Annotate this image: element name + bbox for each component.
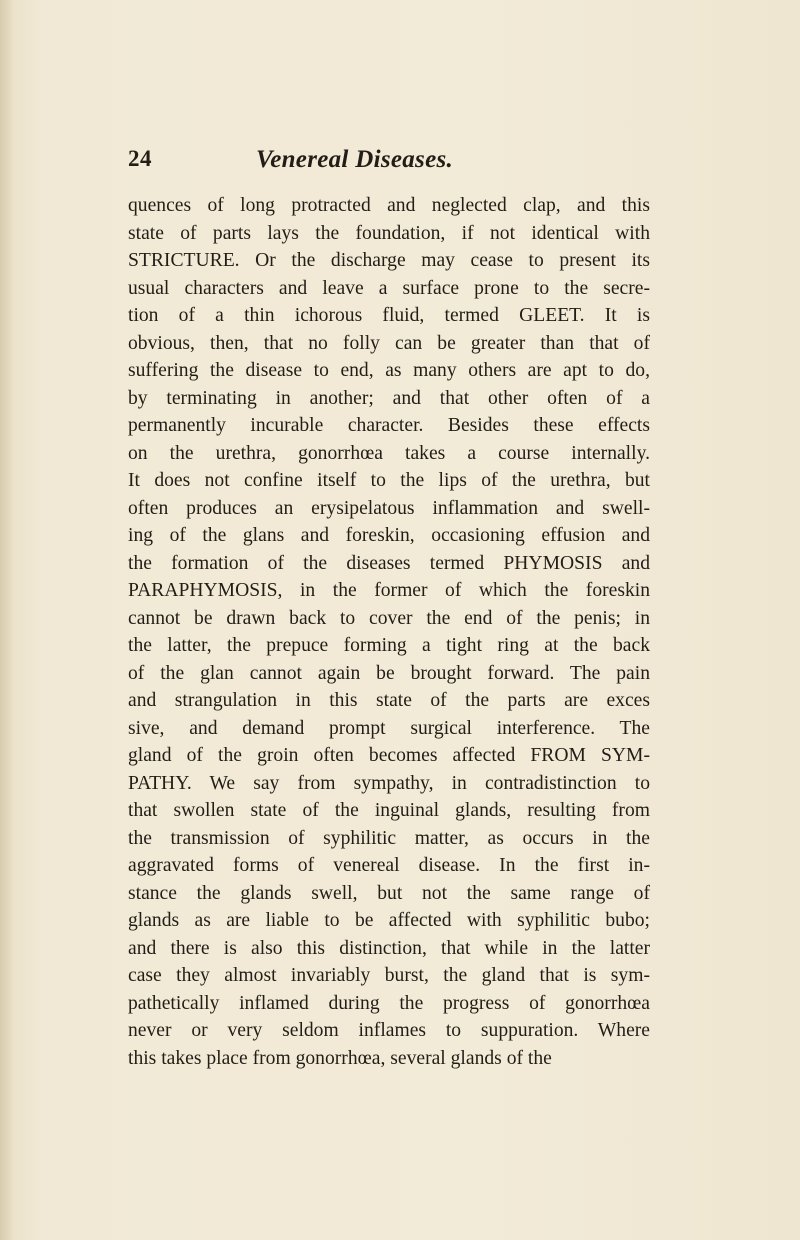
text-line: that swollen state of the inguinal glands, resulting from <box>128 800 650 821</box>
text-line: the transmission of syphilitic matter, as occurs in the <box>128 827 650 849</box>
text-line: STRICTURE. Or the discharge may cease to present its <box>128 250 650 271</box>
text-line: state of parts lays the foundation, if not identical with <box>128 222 650 244</box>
text-line: suffering the disease to end, as many others are apt to do, <box>128 360 650 381</box>
text-line: gland of the groin often becomes affected FROM SYM- <box>128 745 650 766</box>
text-line: and strangulation in this state of the parts are exces <box>128 690 650 711</box>
text-line: aggravated forms of venereal disease. In the first in- <box>128 855 650 876</box>
text-line: often produces an erysipelatous inflammation and swell- <box>128 497 650 519</box>
running-title: Venereal Diseases. <box>256 146 454 173</box>
text-line: never or very seldom inflames to suppuration. Where <box>128 1020 650 1041</box>
running-head <box>128 146 648 180</box>
text-line: usual characters and leave a surface prone to the secre- <box>128 277 650 299</box>
page-gutter-shadow <box>0 0 14 1240</box>
text-line: obvious, then, that no folly can be greater than that of <box>128 332 650 354</box>
text-line: tion of a thin ichorous fluid, termed GLEET. It is <box>128 305 650 326</box>
text-line: ing of the glans and foreskin, occasioning effusion and <box>128 525 650 546</box>
text-line: cannot be drawn back to cover the end of the penis; in <box>128 607 650 629</box>
text-line: and there is also this distinction, that while in the latter <box>128 937 650 959</box>
text-line: of the glan cannot again be brought forward. The pain <box>128 662 650 684</box>
text-line: pathetically inflamed during the progress of gonorrhœa <box>128 992 650 1014</box>
text-line: stance the glands swell, but not the same range of <box>128 882 650 904</box>
page-number: 24 <box>128 146 152 171</box>
text-line: case they almost invariably burst, the gland that is sym- <box>128 965 650 986</box>
text-line: PARAPHYMOSIS, in the former of which the foreskin <box>128 580 650 601</box>
text-line: quences of long protracted and neglected clap, and this <box>128 195 650 216</box>
text-line: this takes place from gonorrhœa, several glands of the <box>128 1047 552 1069</box>
text-line: by terminating in another; and that other often of a <box>128 387 650 409</box>
text-line: the formation of the diseases termed PHYMOSIS and <box>128 552 650 574</box>
text-line: PATHY. We say from sympathy, in contradistinction to <box>128 772 650 794</box>
body-text <box>128 192 650 1072</box>
text-line: on the urethra, gonorrhœa takes a course internally. <box>128 442 650 464</box>
text-line: permanently incurable character. Besides these effects <box>128 415 650 436</box>
text-line: the latter, the prepuce forming a tight ring at the back <box>128 635 650 656</box>
text-line: glands as are liable to be affected with syphilitic bubo; <box>128 910 650 931</box>
text-line: sive, and demand prompt surgical interference. The <box>128 717 650 739</box>
text-line: It does not confine itself to the lips of the urethra, but <box>128 470 650 491</box>
